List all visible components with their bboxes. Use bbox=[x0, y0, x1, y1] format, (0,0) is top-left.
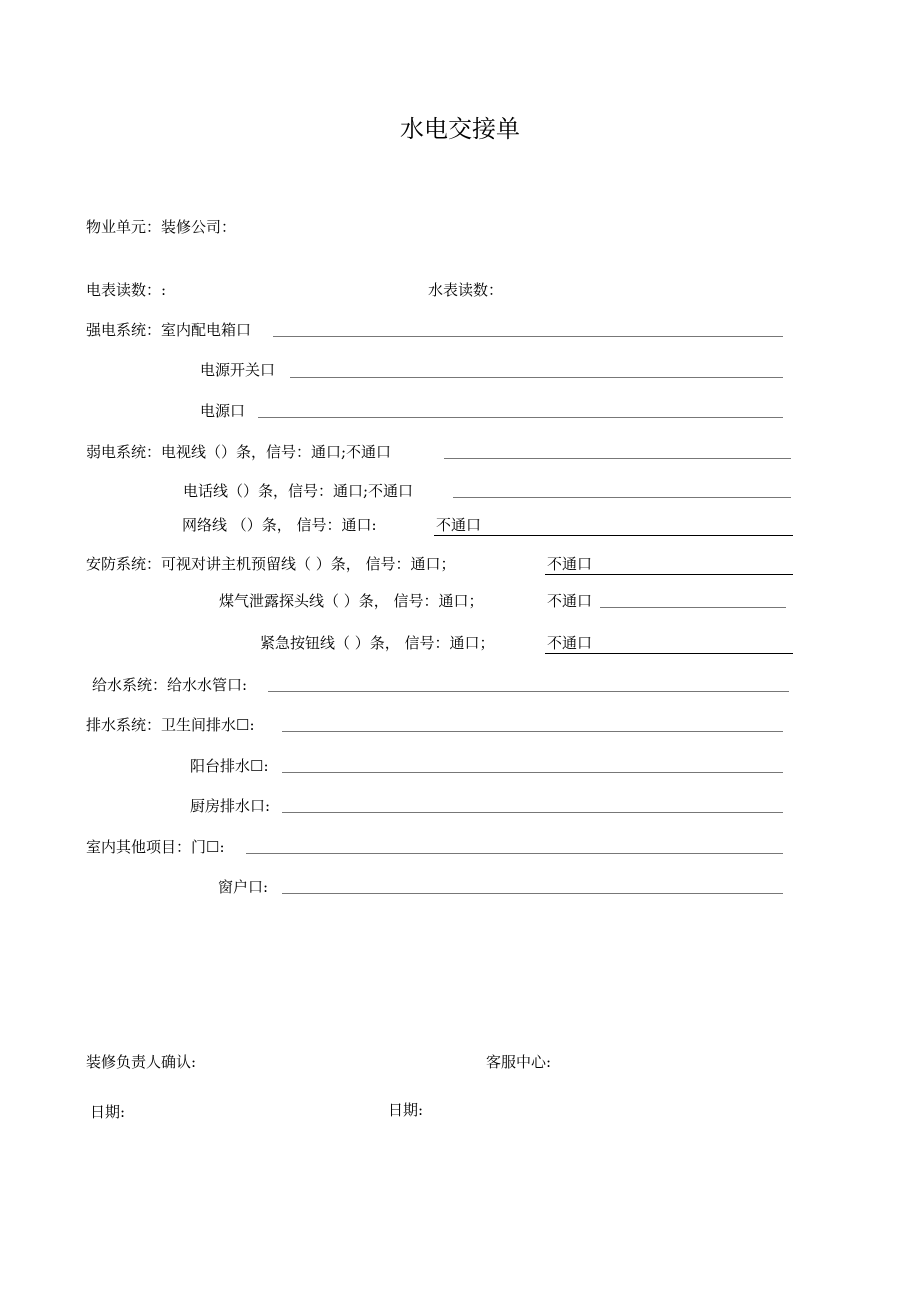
drainage-balcony-label: 阳台排水☐: bbox=[190, 757, 269, 775]
water-supply-line[interactable] bbox=[268, 691, 789, 692]
water-supply-label: 给水系统：给水水管口: bbox=[92, 676, 248, 694]
weak-tv-label: 弱电系统：电视线（）条，信号：通口;不通口 bbox=[86, 443, 392, 461]
security-gas-fail: 不通口 bbox=[547, 592, 593, 610]
security-gas-label: 煤气泄露探头线（ ）条， 信号：通口； bbox=[219, 592, 484, 610]
page-title: 水电交接单 bbox=[400, 115, 520, 143]
weak-network-line[interactable] bbox=[434, 535, 793, 536]
service-center-label: 客服中心: bbox=[486, 1053, 552, 1071]
unit-company-label: 物业单元：装修公司： bbox=[86, 218, 237, 236]
power-line[interactable] bbox=[258, 417, 783, 418]
security-emergency-label: 紧急按钮线（ ）条， 信号：通口； bbox=[260, 634, 495, 652]
drainage-bathroom-line[interactable] bbox=[282, 731, 783, 732]
weak-phone-label: 电话线（）条，信号：通口;不通口 bbox=[183, 482, 414, 500]
decorator-confirm-label: 装修负责人确认: bbox=[86, 1053, 197, 1071]
drainage-bathroom-label: 排水系统：卫生间排水☐: bbox=[86, 716, 255, 734]
power-switch-label: 电源开关口 bbox=[200, 361, 276, 379]
security-intercom-fail: 不通口 bbox=[547, 555, 593, 573]
power-label: 电源口 bbox=[200, 402, 246, 420]
other-door-line[interactable] bbox=[246, 853, 783, 854]
weak-network-fail: 不通口 bbox=[436, 516, 482, 534]
electric-meter-label: 电表读数：: bbox=[86, 281, 167, 299]
date-right-label: 日期: bbox=[388, 1101, 424, 1119]
power-switch-line[interactable] bbox=[290, 377, 783, 378]
water-meter-label: 水表读数： bbox=[428, 281, 504, 299]
other-door-label: 室内其他项目：门☐: bbox=[86, 838, 225, 856]
strong-distribution-line[interactable] bbox=[273, 336, 783, 337]
date-left-label: 日期: bbox=[90, 1103, 126, 1121]
security-intercom-label: 安防系统：可视对讲主机预留线（ ）条， 信号：通口； bbox=[86, 555, 456, 573]
drainage-kitchen-line[interactable] bbox=[282, 812, 783, 813]
security-gas-line[interactable] bbox=[600, 607, 786, 608]
other-window-line[interactable] bbox=[282, 893, 783, 894]
drainage-kitchen-label: 厨房排水口: bbox=[190, 797, 271, 815]
weak-network-label: 网络线 （）条， 信号：通口: bbox=[182, 516, 377, 534]
other-window-label: 窗户口: bbox=[218, 878, 269, 896]
drainage-balcony-line[interactable] bbox=[282, 772, 783, 773]
security-intercom-line[interactable] bbox=[545, 574, 793, 575]
security-emergency-fail: 不通口 bbox=[547, 634, 593, 652]
weak-phone-line[interactable] bbox=[453, 497, 791, 498]
weak-tv-line[interactable] bbox=[444, 458, 791, 459]
strong-system-label: 强电系统：室内配电箱口 bbox=[86, 321, 252, 339]
security-emergency-line[interactable] bbox=[545, 653, 793, 654]
